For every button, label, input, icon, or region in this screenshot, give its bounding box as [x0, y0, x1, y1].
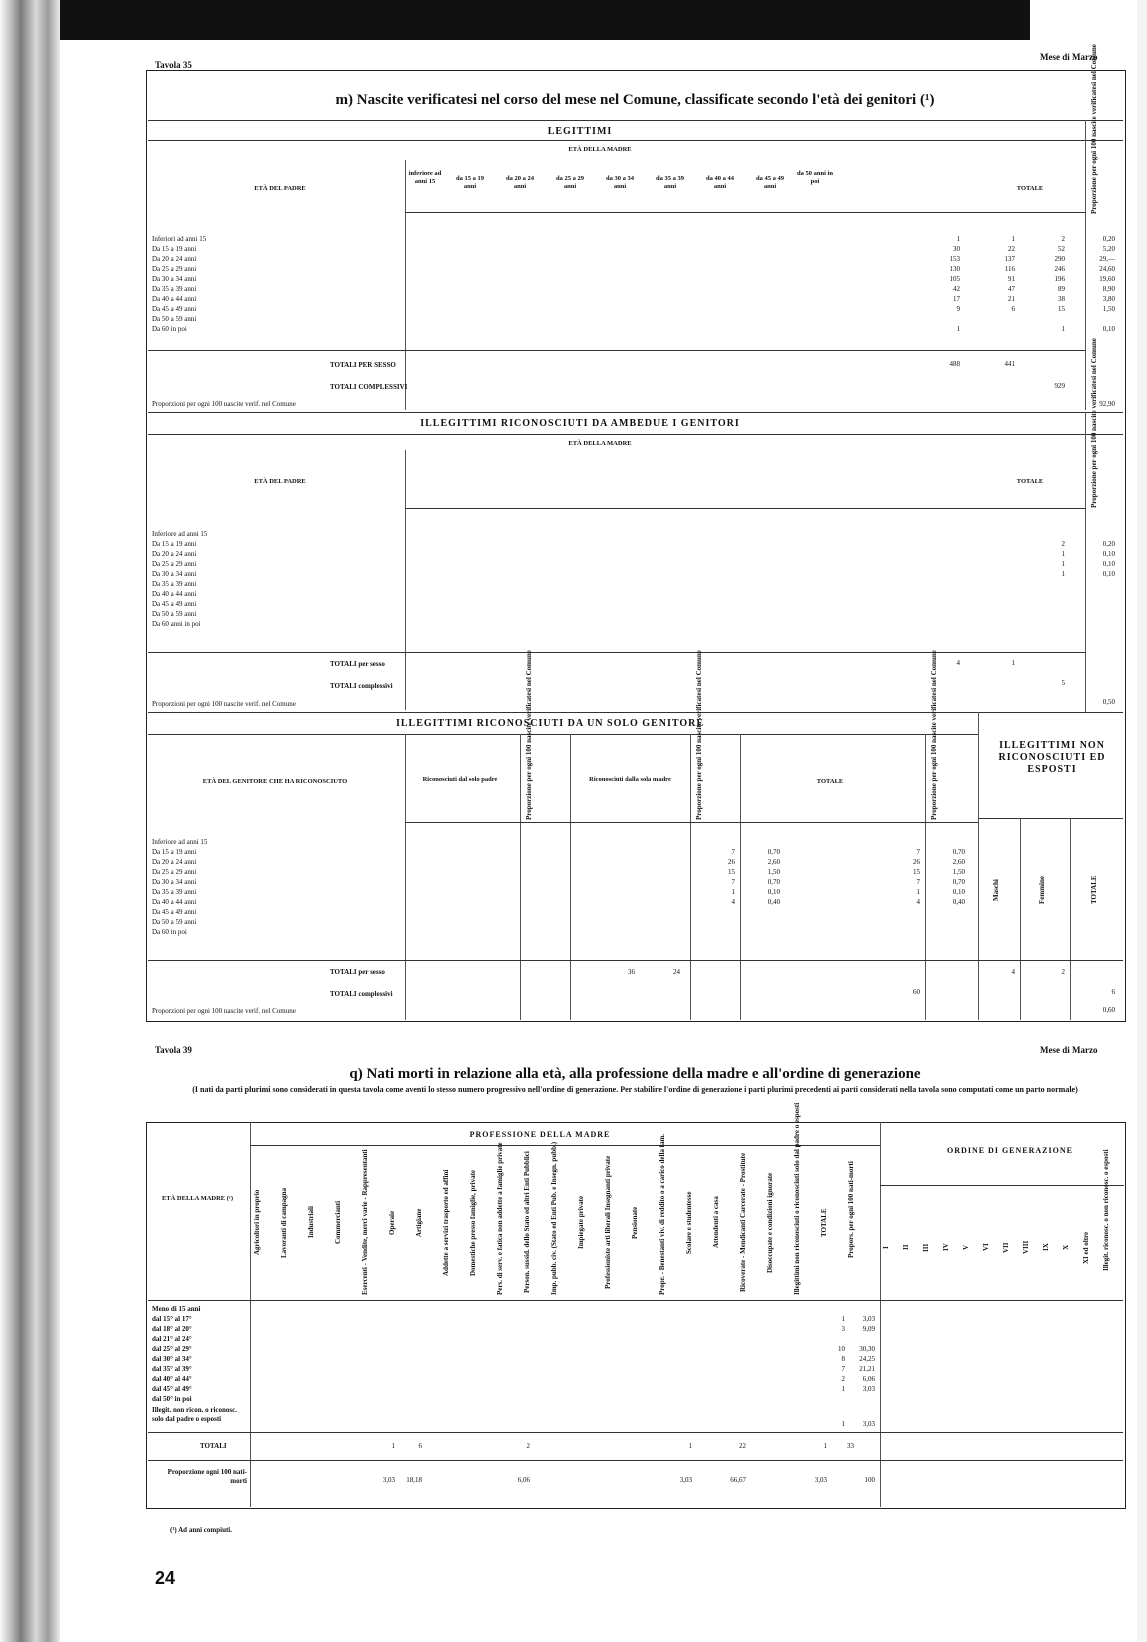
legit-tot-m: 105: [949, 275, 960, 283]
legit-tot-t: 246: [1054, 265, 1065, 273]
illeg-one-col-label: ETÀ DEL GENITORE CHE HA RICONOSCIUTO: [202, 778, 348, 785]
q-prof-col: Esercenti - Vendite, merci varie - Rappresentanti: [361, 1149, 369, 1295]
legit-col-5: da 30 a 34 anni: [606, 175, 634, 190]
illeg-one-row-label: Da 15 a 19 anni: [152, 848, 197, 856]
illeg-one-mother-col: Riconosciuti dalla sola madre: [589, 776, 671, 783]
legit-row-label: Da 20 a 24 anni: [152, 255, 197, 263]
q-row-label: dal 35° al 39°: [152, 1365, 192, 1373]
q-order-col: IV: [942, 1243, 950, 1252]
q-row-label: dal 50° in poi: [152, 1395, 192, 1403]
q-order-col: X: [1062, 1244, 1070, 1251]
illeg-one-row-label: Inferiore ad anni 15: [152, 838, 208, 846]
illeg-both-tot: 1: [1061, 570, 1065, 578]
q-row-prop: 9,09: [862, 1325, 875, 1333]
legit-row-label: Da 60 in poi: [152, 325, 187, 333]
legit-totals-m: 488: [949, 360, 960, 368]
illeg-both-tot: 2: [1061, 540, 1065, 548]
legit-tot-f: 6: [1011, 305, 1015, 313]
legit-tot-t: 1: [1061, 325, 1065, 333]
q-row-label: dal 21° al 24°: [152, 1335, 192, 1343]
legit-col-7: da 40 a 44 anni: [706, 175, 734, 190]
q-row-total: 1: [841, 1420, 845, 1428]
q-row-total: 1: [841, 1315, 845, 1323]
q-prof-col: Lavoranti di campagna: [280, 1187, 288, 1258]
legit-tot-t: 52: [1058, 245, 1065, 253]
q-prof-col: Agricoltori in proprio: [253, 1189, 261, 1256]
q-row-label: Meno di 15 anni: [152, 1305, 201, 1313]
q-prof-col: Domestiche presso famiglie, private: [469, 1169, 477, 1276]
legit-tot-m: 17: [953, 295, 960, 303]
nr-col-maschi: Maschi: [992, 879, 1000, 901]
q-prof-col: Imp. pubb. civ. (Stato ed Enti Pub. e Insegn. pubb.): [550, 1141, 558, 1295]
illeg-one-tot-prop: 0,40: [952, 898, 965, 906]
legit-father-age-heading: ETÀ DEL PADRE: [254, 185, 306, 192]
scan-right-edge: [1137, 0, 1147, 1642]
illeg-both-mother-age: ETÀ DELLA MADRE: [568, 440, 632, 447]
q-prof-col: Industriali: [307, 1206, 315, 1239]
legit-col-1: inferiore ad anni 15: [408, 170, 442, 185]
legit-totals-label: TOTALI PER SESSO: [330, 361, 396, 369]
q-order-heading: ORDINE DI GENERAZIONE: [947, 1146, 1073, 1155]
q-row-total: 2: [841, 1375, 845, 1383]
legit-prop: 24,60: [1099, 265, 1115, 273]
section-q-title: q) Nati morti in relazione alla età, alla professione della madre e all'ordine di generazione: [349, 1066, 921, 1082]
q-prop-cell: 100: [864, 1476, 875, 1484]
legit-row-label: Da 30 a 34 anni: [152, 275, 197, 283]
q-prof-col: Artigiane: [415, 1208, 423, 1237]
legit-prop: 5,20: [1102, 245, 1115, 253]
q-prof-col: Professioniste arti liberali Insegnanti private: [604, 1155, 612, 1290]
q-prof-col: Scolare e studentesse: [685, 1191, 693, 1254]
legit-tot-t: 38: [1058, 295, 1065, 303]
month-label-q: Mese di Marzo: [1040, 1045, 1098, 1055]
q-prof-col: Pers. di serv. e fatica non addette a famiglie private: [496, 1142, 504, 1295]
illeg-one-tot: 7: [916, 848, 920, 856]
legit-tot-m: 153: [949, 255, 960, 263]
legit-prop-label: Proporzioni per ogni 100 nascite verif. nel Comune: [152, 400, 296, 408]
illeg-one-totals-label: TOTALI per sesso: [330, 968, 385, 976]
illeg-one-mother-tot: 4: [731, 898, 735, 906]
illeg-one-row-label: Da 30 a 34 anni: [152, 878, 197, 886]
illeg-both-grand-total: 5: [1061, 679, 1065, 687]
nr-col-femmine: Femmine: [1038, 876, 1046, 904]
legit-tot-t: 15: [1058, 305, 1065, 313]
illeg-one-row-label: Da 20 a 24 anni: [152, 858, 197, 866]
q-row-label: dal 18° al 20°: [152, 1325, 192, 1333]
legit-row-label: Da 45 a 49 anni: [152, 305, 197, 313]
q-prof-col: Propors. per ogni 100 nati-morti: [847, 1161, 855, 1259]
q-row-label: dal 15° al 17°: [152, 1315, 192, 1323]
q-row-label: Illegit. non ricon. o riconosc. solo dal padre o esposti: [152, 1406, 237, 1423]
q-total-cell: 1: [823, 1442, 827, 1450]
q-prop-cell: 3,03: [382, 1476, 395, 1484]
illeg-one-mother-tot: 26: [728, 858, 735, 866]
q-order-col: II: [902, 1244, 910, 1251]
q-order-col: XI ed oltre: [1082, 1231, 1090, 1264]
section-m-title: m) Nascite verificatesi nel corso del mese nel Comune, classificate secondo l'età dei genitori (¹): [335, 92, 935, 108]
illeg-one-mother-prop: 0,70: [767, 848, 780, 856]
q-order-col: VII: [1002, 1242, 1010, 1253]
illeg-one-mother-prop: 0,10: [767, 888, 780, 896]
illeg-both-row-label: Da 50 a 59 anni: [152, 610, 197, 618]
illeg-one-tot: 26: [913, 858, 920, 866]
nr-prop: 0,60: [1102, 1006, 1115, 1014]
legit-tot-t: 89: [1058, 285, 1065, 293]
q-order-col: VIII: [1022, 1240, 1030, 1255]
q-prof-col: Propr. - Benestanti viv. di reddito o a carico della fam.: [658, 1133, 666, 1295]
legit-grand-total: 929: [1054, 382, 1065, 390]
illeg-both-row-label: Da 30 a 34 anni: [152, 570, 197, 578]
q-row-label: dal 25° al 29°: [152, 1345, 192, 1353]
legit-tot-t: 196: [1054, 275, 1065, 283]
q-row-total: 10: [838, 1345, 845, 1353]
illeg-one-mother-prop: 0,40: [767, 898, 780, 906]
footnote: (¹) Ad anni compiuti.: [170, 1526, 232, 1534]
legit-tot-m: 130: [949, 265, 960, 273]
q-totals-label: TOTALI: [200, 1442, 227, 1450]
q-prof-col: Operaie: [388, 1210, 396, 1235]
q-row-prop: 30,30: [859, 1345, 875, 1353]
legit-col-6: da 35 a 39 anni: [656, 175, 684, 190]
q-prof-col: Impiegate private: [577, 1195, 585, 1250]
q-row-prop: 21,21: [859, 1365, 875, 1373]
illeg-one-tot-prop: 1,50: [952, 868, 965, 876]
illeg-both-prop: 0,20: [1102, 540, 1115, 548]
illeg-one-mother-prop: Proporzione per ogni 100 nascite verificatesi nel Comune: [695, 650, 703, 820]
illeg-both-prop: 0,10: [1102, 550, 1115, 558]
legit-tot-f: 21: [1008, 295, 1015, 303]
q-order-col: I: [882, 1246, 890, 1249]
q-row-prop: 3,03: [862, 1385, 875, 1393]
illeg-both-totals-f: 1: [1011, 659, 1015, 667]
q-prop-cell: 6,06: [517, 1476, 530, 1484]
page-number: 24: [155, 1568, 176, 1588]
legit-col-8: da 45 a 49 anni: [756, 175, 784, 190]
legit-prop: 8,90: [1102, 285, 1115, 293]
legit-row-label: Da 35 a 39 anni: [152, 285, 197, 293]
legit-tot-f: 22: [1008, 245, 1015, 253]
legit-tot-t: 2: [1061, 235, 1065, 243]
illeg-one-row-label: Da 60 in poi: [152, 928, 187, 936]
legit-prop-heading: Proporzione per ogni 100 nascite verificatesi nel Comune: [1090, 44, 1098, 214]
illeg-one-tot: 4: [916, 898, 920, 906]
legit-tot-m: 42: [953, 285, 960, 293]
q-prop-label: Proporzione ogni 100 nati-morti: [167, 1468, 247, 1485]
illeg-both-prop-label: Proporzioni per ogni 100 nascite verif. nel Comune: [152, 700, 296, 708]
illeg-one-mother-tot: 7: [731, 878, 735, 886]
illeg-one-heading: ILLEGITTIMI RICONOSCIUTI DA UN SOLO GENITORE: [395, 718, 705, 729]
q-total-cell: 33: [847, 1442, 854, 1450]
q-row-prop: 3,03: [862, 1315, 875, 1323]
q-total-cell: 1: [688, 1442, 692, 1450]
q-row-total: 8: [841, 1355, 845, 1363]
illeg-one-tot-prop: 0,70: [952, 878, 965, 886]
legit-heading: LEGITTIMI: [547, 126, 613, 137]
illeg-both-row-label: Da 40 a 44 anni: [152, 590, 197, 598]
q-row-total: 3: [841, 1325, 845, 1333]
legit-col-4: da 25 a 29 anni: [556, 175, 584, 190]
illeg-one-tot: 7: [916, 878, 920, 886]
illeg-both-prop: 0,10: [1102, 560, 1115, 568]
legit-totals-f: 441: [1004, 360, 1015, 368]
q-prop-cell: 3,03: [679, 1476, 692, 1484]
illeg-one-mother-prop: 0,70: [767, 878, 780, 886]
not-recognized-heading: ILLEGITTIMI NON RICONOSCIUTI ED ESPOSTI: [998, 740, 1106, 775]
illeg-one-row-label: Da 45 a 49 anni: [152, 908, 197, 916]
table-label-39: Tavola 39: [155, 1045, 192, 1055]
legit-total-heading: TOTALE: [1016, 185, 1044, 192]
legit-tot-m: 1: [956, 235, 960, 243]
legit-prop-total: 92,90: [1099, 400, 1115, 408]
legit-row-label: Da 25 a 29 anni: [152, 265, 197, 273]
legit-col-9: da 50 anni in poi: [797, 170, 833, 185]
nr-m: 4: [1011, 968, 1015, 976]
q-prop-cell: 18,18: [406, 1476, 422, 1484]
legit-tot-m: 1: [956, 325, 960, 333]
legit-prop: 0,10: [1102, 325, 1115, 333]
q-row-total: 1: [841, 1385, 845, 1393]
q-prof-heading: PROFESSIONE DELLA MADRE: [469, 1130, 611, 1139]
q-age-heading: ETÀ DELLA MADRE (¹): [161, 1195, 234, 1202]
nr-col-totale: TOTALE: [1090, 875, 1098, 905]
illeg-one-mother-prop: 1,50: [767, 868, 780, 876]
illeg-both-prop-total: 0,50: [1102, 698, 1115, 706]
document-page: [140, 0, 1130, 1642]
illeg-both-row-label: Da 15 a 19 anni: [152, 540, 197, 548]
illeg-one-total-col: TOTALE: [816, 778, 844, 785]
illeg-one-tot: 15: [913, 868, 920, 876]
illeg-one-mother-tot-f: 24: [673, 968, 680, 976]
legit-row-label: Da 40 a 44 anni: [152, 295, 197, 303]
legit-row-label: Da 15 a 19 anni: [152, 245, 197, 253]
q-total-cell: 6: [418, 1442, 422, 1450]
legit-tot-f: 47: [1008, 285, 1015, 293]
nr-t: 6: [1111, 988, 1115, 996]
legit-mother-age-heading: ETÀ DELLA MADRE: [568, 146, 632, 153]
illeg-one-grand-label: TOTALI complessivi: [330, 990, 393, 998]
illeg-one-row-label: Da 25 a 29 anni: [152, 868, 197, 876]
illeg-one-row-label: Da 50 a 59 anni: [152, 918, 197, 926]
q-total-cell: 22: [739, 1442, 746, 1450]
q-row-total: 7: [841, 1365, 845, 1373]
legit-tot-m: 9: [956, 305, 960, 313]
q-order-col: III: [922, 1243, 930, 1252]
legit-tot-t: 290: [1054, 255, 1065, 263]
q-prop-cell: 3,03: [814, 1476, 827, 1484]
book-spine-shadow: [0, 0, 60, 1642]
q-row-label: dal 40° al 44°: [152, 1375, 192, 1383]
illeg-both-row-label: Da 20 a 24 anni: [152, 550, 197, 558]
q-order-col: V: [962, 1244, 970, 1251]
illeg-both-total-heading: TOTALE: [1016, 478, 1044, 485]
legit-prop: 1,50: [1102, 305, 1115, 313]
nr-f: 2: [1061, 968, 1065, 976]
legit-prop: 19,60: [1099, 275, 1115, 283]
illeg-both-heading: ILLEGITTIMI RICONOSCIUTI DA AMBEDUE I GENITORI: [420, 418, 740, 429]
illeg-both-prop: 0,10: [1102, 570, 1115, 578]
illeg-one-tot-prop: 0,10: [952, 888, 965, 896]
q-prof-col: Person. sussid. dello Stato ed altri Enti Pubblici: [523, 1151, 531, 1294]
q-prof-col: Commercianti: [334, 1200, 342, 1245]
illeg-both-totals-label: TOTALI per sesso: [330, 660, 385, 668]
illeg-one-row-label: Da 35 a 39 anni: [152, 888, 197, 896]
illeg-both-grand-label: TOTALI complessivi: [330, 682, 393, 690]
table-label-35: Tavola 35: [155, 60, 192, 70]
q-prof-col: Attendenti a casa: [712, 1196, 720, 1249]
illeg-one-mother-tot: 15: [728, 868, 735, 876]
illeg-one-tot: 1: [916, 888, 920, 896]
q-prof-col: Illegittimi non riconosciuti o riconosciuti solo dal padre o esposti: [793, 1102, 801, 1295]
illeg-one-row-label: Da 40 a 44 anni: [152, 898, 197, 906]
q-prof-col: Disoccupate e condizioni ignorate: [766, 1172, 774, 1273]
section-q-subtitle: (I nati da parti plurimi sono considerati in questa tavola come aventi lo stesso numero progressivo nell'ordine di generazione. Per stabilire l'ordine di generazione i parti plurimi precedenti ai parti considerati nella tavola sono computati come un parto normale): [192, 1085, 1078, 1094]
q-row-prop: 24,25: [859, 1355, 875, 1363]
illeg-one-tot-prop: 2,60: [952, 858, 965, 866]
illeg-one-father-prop: Proporzione per ogni 100 nascite verificatesi nel Comune: [525, 650, 533, 820]
q-row-prop: 3,03: [862, 1420, 875, 1428]
legit-prop: 3,80: [1102, 295, 1115, 303]
q-prof-col: TOTALE: [820, 1208, 828, 1237]
illeg-both-row-label: Da 35 a 39 anni: [152, 580, 197, 588]
q-order-col: Illegit. riconosc. o non riconosc. o esposti: [1102, 1149, 1110, 1271]
legit-row-label: Inferiori ad anni 15: [152, 235, 207, 243]
legit-row-label: Da 50 a 59 anni: [152, 315, 197, 323]
q-prof-col: Ricoverate - Mendicanti Carcerate - Prostitute: [739, 1152, 747, 1293]
q-total-cell: 2: [526, 1442, 530, 1450]
q-total-cell: 1: [391, 1442, 395, 1450]
legit-tot-f: 91: [1008, 275, 1015, 283]
illeg-one-mother-tot-m: 36: [628, 968, 635, 976]
q-prof-col: Addette a servizi trasporto ed affini: [442, 1169, 450, 1276]
q-prop-cell: 66,67: [730, 1476, 746, 1484]
illeg-both-row-label: Inferiore ad anni 15: [152, 530, 208, 538]
illeg-both-row-label: Da 60 anni in poi: [152, 620, 201, 628]
illeg-both-father-age: ETÀ DEL PADRE: [254, 478, 306, 485]
q-order-col: IX: [1042, 1243, 1050, 1252]
legit-tot-f: 137: [1004, 255, 1015, 263]
illeg-one-prop-label: Proporzioni per ogni 100 nascite verif. nel Comune: [152, 1007, 296, 1015]
illeg-one-tot-prop: 0,70: [952, 848, 965, 856]
legit-grand-label: TOTALI COMPLESSIVI: [330, 383, 408, 391]
illeg-both-tot: 1: [1061, 560, 1065, 568]
q-row-prop: 6,06: [862, 1375, 875, 1383]
q-row-label: dal 30° al 34°: [152, 1355, 192, 1363]
legit-prop: 0,20: [1102, 235, 1115, 243]
legit-tot-f: 1: [1011, 235, 1015, 243]
illeg-one-mother-tot: 7: [731, 848, 735, 856]
month-label-m: Mese di Marzo: [1040, 52, 1098, 62]
illeg-both-tot: 1: [1061, 550, 1065, 558]
q-prof-col: Pensionate: [631, 1206, 639, 1239]
legit-col-3: da 20 a 24 anni: [506, 175, 534, 190]
illeg-one-mother-tot: 1: [731, 888, 735, 896]
illeg-one-grand-total: 60: [913, 988, 920, 996]
legit-tot-f: 116: [1004, 265, 1015, 273]
illeg-one-mother-prop: 2,60: [767, 858, 780, 866]
illeg-both-prop-heading: Proporzione per ogni 100 nascite verificatesi nel Comune: [1090, 338, 1098, 508]
q-row-label: dal 45° al 49°: [152, 1385, 192, 1393]
illeg-one-total-prop: Proporzione per ogni 100 nascite verificatesi nel Comune: [930, 650, 938, 820]
illeg-both-row-label: Da 45 a 49 anni: [152, 600, 197, 608]
illeg-one-father-col: Riconosciuti dal solo padre: [422, 776, 498, 783]
legit-tot-m: 30: [953, 245, 960, 253]
legit-prop: 29,—: [1099, 255, 1115, 263]
illeg-both-row-label: Da 25 a 29 anni: [152, 560, 197, 568]
q-order-col: VI: [982, 1243, 990, 1252]
illeg-both-totals-m: 4: [956, 659, 960, 667]
legit-col-2: da 15 a 19 anni: [456, 175, 484, 190]
